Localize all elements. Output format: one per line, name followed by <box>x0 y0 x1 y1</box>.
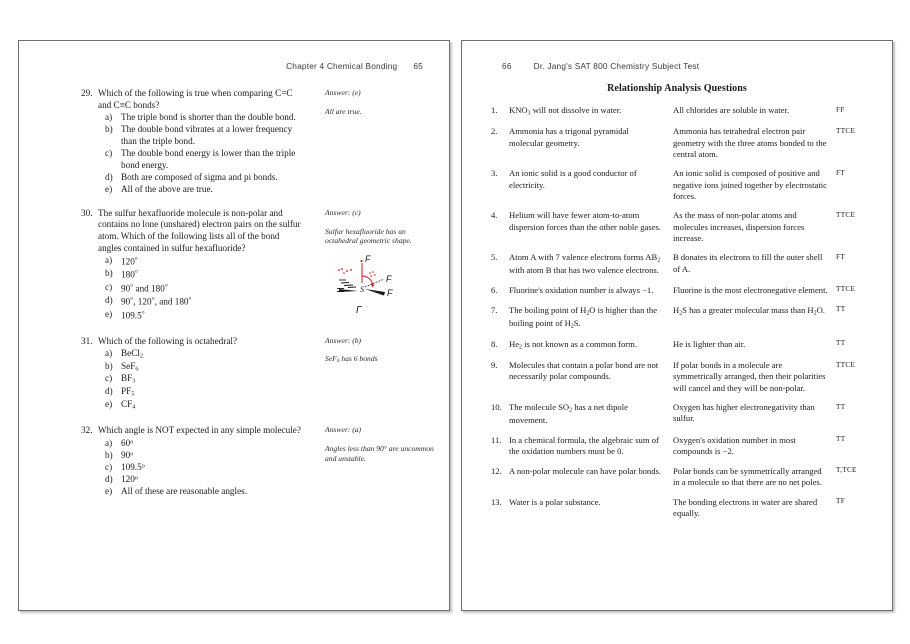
row-number: 9. <box>491 360 498 371</box>
answer-label: Answer: (b) <box>325 335 362 345</box>
statement-one: Fluorine's oxidation number is always −1. <box>509 284 654 295</box>
svg-text:F: F <box>387 288 393 299</box>
answer-code: TT <box>836 339 846 348</box>
statement-two: The bonding electrons in water are shared equally. <box>673 496 818 518</box>
question-number: 29. <box>81 88 93 98</box>
table-row <box>490 168 875 202</box>
choice-list <box>81 112 303 196</box>
choice-item[interactable] <box>105 373 303 385</box>
row-number: 11. <box>491 434 502 445</box>
answer-code: TTCE <box>836 210 856 219</box>
statement-two: Oxygen's oxidation number in most compounds is −2. <box>673 434 796 456</box>
answer-code: T,TCE <box>836 466 857 475</box>
choice-item[interactable] <box>105 255 303 268</box>
sf6-octahedral-diagram <box>327 251 431 317</box>
choice-letter: b) <box>105 360 113 371</box>
question-body <box>81 336 303 412</box>
choice-text: 180° <box>121 268 138 280</box>
choice-letter: b) <box>105 449 113 460</box>
choice-text: 109.5$^o$ <box>121 461 145 472</box>
choice-letter: e) <box>105 486 113 497</box>
question-list <box>81 88 441 508</box>
choice-text: 120$^o$ <box>121 474 138 485</box>
choice-list <box>81 438 303 498</box>
statement-two: Fluorine is the most electronegative element. <box>673 284 828 295</box>
table-row <box>490 210 875 244</box>
answer-code: FF <box>836 105 845 114</box>
answer-code: TTCE <box>836 360 856 369</box>
choice-text: $CF_4$ <box>121 399 136 411</box>
statement-one: $He_2$ is not known as a common form. <box>509 338 637 351</box>
choice-text: SeF$_6$ <box>121 360 139 372</box>
choice-text: The double bond energy is lower than the triple bond energy. <box>121 147 296 170</box>
table-row <box>490 339 875 352</box>
statement-one: In a chemical formula, the algebraic sum of the oxidation numbers must be 0. <box>509 434 659 456</box>
svg-text:S: S <box>360 285 364 295</box>
choice-text: Both are composed of sigma and pi bonds. <box>121 171 278 182</box>
row-number: 10. <box>491 402 502 413</box>
left-page-number: 65 <box>413 61 423 71</box>
choice-item[interactable] <box>105 486 303 498</box>
table-row <box>490 360 875 394</box>
question-body <box>81 425 303 498</box>
row-number: 2. <box>491 126 498 137</box>
chapter-title: Chapter 4 Chemical Bonding <box>286 61 398 71</box>
row-number: 13. <box>491 496 502 507</box>
statement-two: Polar bonds can be symmetrically arranged in a molecule so that there are no net poles. <box>673 465 822 487</box>
choice-item[interactable] <box>105 268 303 281</box>
statement-two: B donates its electrons to fill the outer shell of A. <box>673 252 823 274</box>
choice-text: All of the above are true. <box>121 184 213 194</box>
table-row <box>490 252 875 276</box>
row-number: 4. <box>491 210 498 221</box>
answer-label: Answer: (c) <box>325 207 361 217</box>
row-number: 5. <box>491 252 498 263</box>
question-block <box>81 336 441 412</box>
statement-one: Water is a polar substance. <box>509 496 601 507</box>
answer-label: Answer: (e) <box>325 88 361 97</box>
right-page-header <box>502 61 699 71</box>
choice-text: 90$^o$ <box>121 449 134 460</box>
statement-one: Helium will have fewer atom-to-atom dispersion forces than the other noble gases. <box>509 210 662 232</box>
choice-letter: e) <box>105 184 113 194</box>
statement-one: A non-polar molecule can have polar bonds. <box>509 465 662 476</box>
statement-two: As the mass of non-polar atoms and molecules increases, dispersion forces increase. <box>673 210 805 243</box>
question-stem: The sulfur hexafluoride molecule is non-polar and contains no lone (unshared) electron pairs on the sulfur atom. Which of the following lists all of the bond angles contained in sulfur hexafluoride? <box>98 207 301 253</box>
choice-text: All of these are reasonable angles. <box>121 486 248 497</box>
choice-list <box>81 255 303 322</box>
svg-text:F: F <box>365 254 371 265</box>
choice-text: 60$^o$ <box>121 437 134 448</box>
question-number: 31. <box>81 335 93 346</box>
answer-code: FT <box>836 252 845 261</box>
row-number: 7. <box>491 304 498 315</box>
question-block <box>81 425 441 498</box>
statement-one: Atom A with 7 valence electrons forms $AB_2$ with atom B that has two valence electrons. <box>509 252 661 276</box>
table-row <box>490 402 875 426</box>
choice-letter: a) <box>105 437 113 448</box>
table-row <box>490 497 875 519</box>
choice-letter: a) <box>105 254 113 265</box>
table-row <box>490 435 875 457</box>
table-row <box>490 305 875 331</box>
choice-item[interactable] <box>105 295 303 308</box>
choice-letter: d) <box>105 386 113 397</box>
statement-two: He is lighter than air. <box>673 338 746 349</box>
question-stem: Which of the following is true when comparing C=C and C≡C bonds? <box>98 88 293 110</box>
choice-text: $PF_5$ <box>121 386 135 398</box>
row-number: 1. <box>491 105 498 115</box>
choice-item[interactable] <box>105 124 303 147</box>
answer-code: TT <box>836 402 846 411</box>
section-title: Relationship Analysis Questions <box>607 83 747 94</box>
left-page-header <box>286 61 423 71</box>
statement-two: Ammonia has tetrahedral electron pair geometry with the three atoms bonded to the central atom. <box>673 126 827 159</box>
choice-letter: a) <box>105 347 113 358</box>
left-page <box>18 40 450 611</box>
choice-text: The double bond vibrates at a lower frequency than the triple bond. <box>121 124 293 146</box>
choice-text: 120° <box>121 254 138 267</box>
svg-text:Γ: Γ <box>356 305 362 317</box>
statement-one: An ionic solid is a good conductor of electricity. <box>509 168 637 190</box>
answer-code: FT <box>836 168 845 177</box>
statement-two: $H_2S$ has a greater molecular mass than $H_2O$. <box>673 304 825 316</box>
question-number: 32. <box>81 425 93 436</box>
choice-letter: b) <box>105 268 113 279</box>
answer-code: TT <box>836 435 846 444</box>
row-number: 6. <box>491 284 498 295</box>
statement-one: The boiling point of $H_2O$ is higher than the boiling point of $H_2S$. <box>509 304 658 329</box>
answer-label: Answer: (a) <box>325 425 362 435</box>
relationship-analysis-table <box>490 105 875 527</box>
choice-item[interactable] <box>105 438 303 450</box>
choice-item[interactable] <box>105 184 303 196</box>
row-number: 12. <box>491 465 502 476</box>
answer-explanation: Sulfur hexafluoride has an octahedral geometric shape. <box>325 226 412 246</box>
answer-code: TTCE <box>836 126 856 135</box>
choice-letter: b) <box>105 124 113 135</box>
choice-item[interactable] <box>105 309 303 322</box>
choice-letter: e) <box>105 399 113 410</box>
choice-letter: d) <box>105 474 113 485</box>
table-row <box>490 126 875 160</box>
choice-text: 109.5° <box>121 308 145 320</box>
choice-letter: d) <box>105 171 113 182</box>
choice-item[interactable] <box>105 348 303 360</box>
margin-note <box>325 208 437 318</box>
margin-note <box>325 336 437 366</box>
choice-item[interactable] <box>105 474 303 486</box>
choice-item[interactable] <box>105 462 303 474</box>
choice-letter: c) <box>105 281 113 292</box>
statement-two: An ionic solid is composed of positive and negative ions joined together by electrostatic forces. <box>673 168 827 201</box>
choice-item[interactable] <box>105 450 303 462</box>
choice-item[interactable] <box>105 282 303 295</box>
choice-text: 90° and 180° <box>121 281 168 294</box>
choice-letter: c) <box>105 147 113 158</box>
question-block <box>81 208 441 322</box>
choice-item[interactable] <box>105 172 303 184</box>
choice-item[interactable] <box>105 112 303 124</box>
row-number: 8. <box>491 338 498 349</box>
answer-code: TTCE <box>836 285 856 294</box>
answer-explanation: All are true. <box>325 106 362 116</box>
choice-item[interactable] <box>105 386 303 398</box>
choice-item[interactable] <box>105 361 303 373</box>
choice-letter: c) <box>105 461 113 472</box>
question-number: 30. <box>81 207 93 218</box>
table-row <box>490 285 875 296</box>
table-row <box>490 466 875 488</box>
question-body <box>81 208 303 322</box>
choice-item[interactable] <box>105 148 303 171</box>
statement-two: All chlorides are soluble in water. <box>673 105 789 115</box>
choice-text: The triple bond is shorter than the double bond. <box>121 111 296 122</box>
question-stem: Which angle is NOT expected in any simple molecule? <box>98 425 301 436</box>
right-page-number: 66 <box>502 61 512 71</box>
right-page <box>461 40 893 611</box>
statement-one: Ammonia has a trigonal pyramidal molecular geometry. <box>509 126 629 148</box>
answer-explanation: Angles less than 90° are uncommon and unstable. <box>325 444 434 464</box>
question-body <box>81 88 303 196</box>
book-title: Dr. Jang's SAT 800 Chemistry Subject Test <box>533 61 700 71</box>
statement-two: Oxygen has higher electronegativity than sulfur. <box>673 402 815 424</box>
row-number: 3. <box>491 168 498 179</box>
choice-list <box>81 348 303 412</box>
choice-letter: d) <box>105 295 113 306</box>
choice-text: $BF_3$ <box>121 373 136 385</box>
statement-one: The molecule $SO_2$ has a net dipole movement. <box>509 402 628 426</box>
question-stem: Which of the following is octahedral? <box>98 335 238 346</box>
choice-text: BeCl$_2$ <box>121 347 144 360</box>
margin-note <box>325 425 437 464</box>
statement-one: Molecules that contain a polar bond are not necessarily polar compounds. <box>509 360 659 382</box>
choice-letter: e) <box>105 308 113 319</box>
svg-text:F: F <box>386 274 392 285</box>
margin-note <box>325 88 437 117</box>
table-row <box>490 105 875 118</box>
answer-code: TF <box>836 497 845 506</box>
choice-letter: c) <box>105 373 113 384</box>
choice-item[interactable] <box>105 399 303 411</box>
answer-explanation: SeF$_6$ has 6 bonds <box>325 354 378 365</box>
statement-one: $KNO_3$ will not dissolve in water. <box>509 105 622 117</box>
choice-text: 90°, 120°, and 180° <box>121 295 192 307</box>
question-block <box>81 88 441 196</box>
choice-letter: a) <box>105 111 113 122</box>
statement-two: If polar bonds in a molecule are symmetrically arranged, then their polarities will cancel and they will be non-polar. <box>673 360 826 393</box>
answer-code: TT <box>836 305 846 314</box>
